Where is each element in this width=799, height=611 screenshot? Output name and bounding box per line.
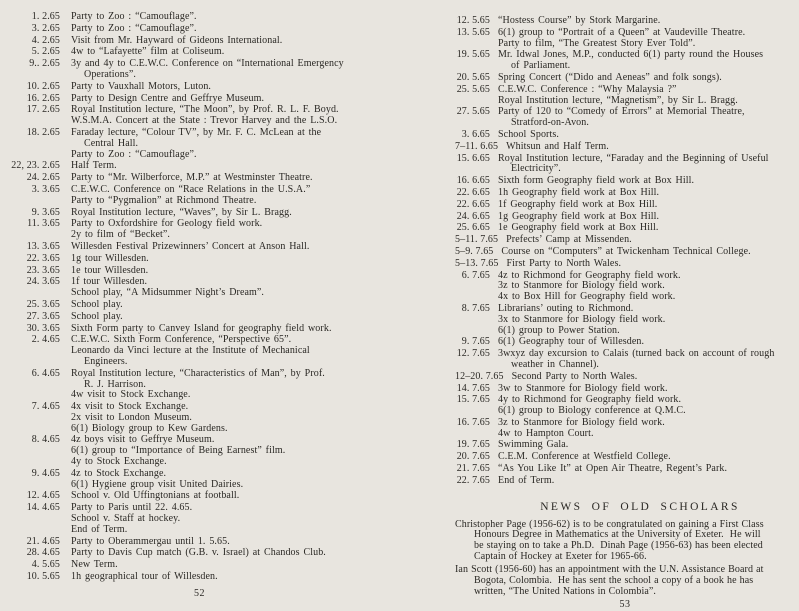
event-line: 4z to Stock Exchange.	[71, 467, 167, 479]
event-line: 4x to Box Hill for Geography field work.	[498, 291, 676, 303]
event-date: 23. 3.65	[26, 264, 60, 276]
event-entry	[8, 312, 391, 323]
event-line: 1e tour Willesden.	[71, 264, 149, 276]
right-page	[455, 16, 795, 610]
event-line: 4w to “Lafayette” film at Coliseum.	[71, 46, 225, 58]
event-line: 1h geographical tour of Willesden.	[71, 571, 218, 583]
event-description	[498, 85, 795, 107]
event-description	[71, 47, 391, 58]
event-entry	[455, 188, 795, 199]
event-date: 18. 2.65	[26, 126, 60, 138]
event-description	[71, 128, 391, 160]
event-date: 3. 3.65	[31, 183, 60, 195]
event-entry	[455, 440, 795, 451]
event-line: 1f tour Willesden.	[71, 276, 148, 288]
event-date: 5. 2.65	[31, 46, 60, 58]
event-entry	[455, 212, 795, 223]
event-line: Royal Institution lecture, “The Moon”, by Prof. R. L. F. Boyd.	[71, 104, 339, 116]
event-entry	[455, 130, 795, 141]
event-date: 14. 4.65	[26, 502, 60, 514]
event-description	[71, 503, 391, 535]
event-entry	[455, 337, 795, 348]
event-date: 16. 7.65	[456, 416, 490, 428]
event-date: 4. 5.65	[31, 559, 60, 571]
event-line: End of Term.	[71, 523, 128, 535]
event-entry	[8, 266, 391, 277]
event-description	[498, 154, 795, 176]
event-entry	[8, 161, 391, 172]
event-description	[71, 24, 391, 35]
event-date: 6. 4.65	[31, 367, 60, 379]
event-date: 13. 5.65	[456, 26, 490, 38]
event-description	[71, 369, 391, 401]
event-description	[71, 94, 391, 105]
event-line: School play, “A Midsummer Night’s Dream”.	[71, 287, 265, 299]
event-description	[498, 212, 795, 223]
event-description	[498, 452, 795, 463]
event-entry	[455, 28, 795, 50]
event-date: 24. 2.65	[26, 172, 60, 184]
event-line: 1g tour Willesden.	[71, 252, 149, 264]
event-date: 24. 6.65	[456, 210, 490, 222]
event-description	[498, 304, 795, 336]
event-entry	[455, 464, 795, 475]
event-date: 27. 3.65	[26, 310, 60, 322]
event-entry	[455, 349, 795, 371]
event-entry	[8, 572, 391, 583]
event-description	[498, 271, 795, 303]
event-entry	[455, 418, 795, 440]
event-date: 8. 7.65	[461, 302, 490, 314]
event-date: 9. 4.65	[31, 467, 60, 479]
event-date: 6. 7.65	[461, 269, 490, 281]
event-description	[71, 36, 391, 47]
event-date: 25. 5.65	[456, 83, 490, 95]
events-list-left	[8, 12, 391, 583]
event-description	[71, 277, 391, 299]
event-date: 27. 5.65	[456, 106, 490, 118]
event-line: 6(1) group to “Portrait of a Queen” at Vaudeville Theatre.	[498, 26, 746, 38]
event-line: C.E.W.C. Conference : “Why Malaysia ?”	[498, 83, 677, 95]
event-description	[71, 254, 391, 265]
event-description	[71, 469, 391, 491]
event-description	[498, 73, 795, 84]
event-line: Stratford-on-Avon.	[511, 117, 589, 129]
event-line: 3z to Stanmore for Biology field work.	[498, 416, 665, 428]
event-line: Half Term.	[71, 160, 117, 172]
event-entry	[8, 219, 391, 241]
event-entry	[8, 491, 391, 502]
event-line: Prefects’ Camp at Missenden.	[506, 234, 632, 246]
event-entry	[455, 85, 795, 107]
event-entry	[8, 503, 391, 535]
event-description	[498, 50, 795, 72]
event-date: 8. 4.65	[31, 434, 60, 446]
event-description	[71, 219, 391, 241]
event-description	[71, 59, 391, 81]
event-description	[71, 491, 391, 502]
event-entry	[8, 537, 391, 548]
event-line: 3w to Stanmore for Biology field work.	[498, 382, 668, 394]
event-line: School Sports.	[498, 128, 559, 140]
event-line: C.E.M. Conference at Westfield College.	[498, 451, 671, 463]
event-entry	[455, 235, 795, 246]
event-entry	[8, 94, 391, 105]
event-date: 16. 2.65	[26, 92, 60, 104]
event-date: 19. 7.65	[456, 439, 490, 451]
event-entry	[455, 223, 795, 234]
event-description	[71, 266, 391, 277]
event-entry	[455, 247, 795, 258]
event-date: 2. 4.65	[31, 334, 60, 346]
event-line: End of Term.	[498, 474, 555, 486]
event-date: 9.. 2.65	[29, 58, 60, 70]
event-line: 4y to Stock Exchange.	[71, 456, 167, 468]
event-date: 15. 6.65	[456, 152, 490, 164]
event-entry	[8, 36, 391, 47]
event-line: Faraday lecture, “Colour TV”, by Mr. F. C. McLean at the	[71, 126, 322, 138]
event-line: 3y and 4y to C.E.W.C. Conference on “International Emergency	[71, 58, 344, 70]
event-entry	[455, 395, 795, 417]
event-line: Second Party to North Wales.	[511, 370, 638, 382]
event-line: Whitsun and Half Term.	[506, 140, 609, 152]
event-line: Royal Institution lecture, “Faraday and the Beginning of Useful	[498, 152, 769, 164]
event-line: 6(1) Biology group to Kew Gardens.	[71, 422, 228, 434]
event-description	[512, 372, 795, 383]
event-date: 5–13. 7.65	[455, 257, 499, 269]
event-date: 20. 5.65	[456, 71, 490, 83]
event-description	[498, 16, 795, 27]
paragraph-line: written, “The United Nations in Colombia”.	[474, 585, 656, 597]
event-description	[71, 185, 391, 207]
event-description	[498, 476, 795, 487]
event-entry	[455, 304, 795, 336]
page-number-right: 53	[619, 598, 631, 610]
event-entry	[8, 242, 391, 253]
event-date: 12. 7.65	[456, 348, 490, 360]
event-entry	[8, 277, 391, 299]
event-line: New Term.	[71, 559, 118, 571]
page-number-left: 52	[194, 587, 205, 599]
event-line: 4w to Hampton Court.	[498, 427, 594, 439]
event-line: Leonardo da Vinci lecture at the Institute of Mechanical	[71, 345, 310, 357]
event-description	[71, 560, 391, 571]
event-line: Party of 120 to “Comedy of Errors” at Memorial Theatre,	[498, 106, 745, 118]
event-date: 13. 3.65	[26, 240, 60, 252]
event-line: Party to “Pygmalion” at Richmond Theatre.	[71, 194, 257, 206]
event-description	[71, 300, 391, 311]
event-line: School v. Staff at hockey.	[71, 513, 181, 525]
event-entry	[455, 384, 795, 395]
event-date: 25. 3.65	[26, 298, 60, 310]
event-line: Party to Zoo : “Camouflage”.	[71, 22, 197, 34]
event-line: 4y to Richmond for Geography field work.	[498, 394, 682, 406]
event-description	[506, 142, 795, 153]
event-entry	[455, 476, 795, 487]
event-line: 6(1) group to Biology conference at Q.M.C.	[498, 405, 686, 417]
event-line: 6(1) Hygiene group visit United Dairies.	[71, 478, 244, 490]
event-line: First Party to North Wales.	[506, 257, 622, 269]
event-description	[71, 324, 391, 335]
event-description	[507, 259, 796, 270]
event-description	[498, 349, 795, 371]
event-entry	[8, 254, 391, 265]
event-date: 21. 4.65	[26, 535, 60, 547]
event-line: “Hostess Course” by Stork Margarine.	[498, 15, 661, 26]
event-entry	[455, 372, 795, 383]
event-line: W.S.M.A. Concert at the State : Trevor Harvey and the L.S.O.	[71, 115, 338, 127]
event-date: 4. 2.65	[31, 34, 60, 46]
event-entry	[8, 185, 391, 207]
event-description	[71, 82, 391, 93]
event-date: 30. 3.65	[26, 322, 60, 334]
event-line: Mr. Idwal Jones, M.P., conducted 6(1) party round the Houses	[498, 49, 764, 61]
event-entry	[8, 369, 391, 401]
event-entry	[8, 12, 391, 23]
event-line: 3x to Stanmore for Biology field work.	[498, 313, 666, 325]
event-date: 10. 5.65	[26, 571, 60, 583]
event-description	[498, 28, 795, 50]
event-line: Willesden Festival Prizewinners’ Concert at Anson Hall.	[71, 240, 310, 252]
event-date: 22. 3.65	[26, 252, 60, 264]
event-line: 4x visit to Stock Exchange.	[71, 401, 189, 413]
event-date: 20. 7.65	[456, 451, 490, 463]
event-line: 3z to Stanmore for Biology field work.	[498, 280, 665, 292]
event-date: 15. 7.65	[456, 394, 490, 406]
event-date: 17. 2.65	[26, 104, 60, 116]
event-date: 21. 7.65	[456, 463, 490, 475]
event-line: Party to Design Centre and Geffrye Museum.	[71, 92, 265, 104]
event-description	[71, 548, 391, 559]
event-line: Engineers.	[84, 355, 128, 367]
event-line: Party to Oxfordshire for Geology field work.	[71, 218, 263, 230]
event-line: Swimming Gala.	[498, 439, 569, 451]
event-entry	[8, 435, 391, 467]
event-entry	[8, 105, 391, 127]
event-entry	[8, 402, 391, 434]
event-date: 11. 3.65	[27, 218, 60, 230]
event-description	[71, 242, 391, 253]
event-description	[498, 337, 795, 348]
paragraph-line: Honours Degree in Mathematics at the University of Exeter. He will	[474, 529, 761, 541]
event-date: 22. 6.65	[456, 198, 490, 210]
event-entry	[8, 324, 391, 335]
event-description	[71, 435, 391, 467]
event-line: School play.	[71, 298, 123, 310]
event-entry	[455, 73, 795, 84]
event-line: Sixth Form party to Canvey Island for geography field work.	[71, 322, 332, 334]
event-line: Sixth form Geography field work at Box Hill.	[498, 175, 695, 187]
event-entry	[8, 173, 391, 184]
paragraph-line: Bogota, Colombia. He has sent the school a copy of a book he has	[474, 575, 754, 587]
event-entry	[455, 16, 795, 27]
event-date: 19. 5.65	[456, 49, 490, 61]
event-line: C.E.W.C. Conference on “Race Relations in the U.S.A.”	[71, 183, 311, 195]
event-entry	[8, 335, 391, 367]
event-date: 7–11. 6.65	[455, 140, 499, 152]
old-scholar-paragraph	[455, 565, 795, 597]
event-line: Central Hall.	[84, 137, 139, 149]
event-date: 9. 3.65	[31, 206, 60, 218]
event-description	[71, 402, 391, 434]
old-scholar-paragraph	[455, 520, 795, 563]
event-line: 4w visit to Stock Exchange.	[71, 389, 191, 401]
event-description	[498, 384, 795, 395]
event-date: 10. 2.65	[26, 80, 60, 92]
event-date: 12. 5.65	[456, 15, 490, 26]
event-line: Royal Institution lecture, “Magnetism”, by Sir L. Bragg.	[498, 94, 738, 106]
event-line: 1f Geography field work at Box Hill.	[498, 198, 658, 210]
event-description	[498, 200, 795, 211]
event-date: 3. 6.65	[461, 128, 490, 140]
event-line: 1e Geography field work at Box Hill.	[498, 222, 659, 234]
event-line: Party to Zoo : “Camouflage”.	[71, 11, 197, 22]
event-date: 25. 6.65	[456, 222, 490, 234]
event-description	[498, 176, 795, 187]
event-line: School play.	[71, 310, 123, 322]
event-date: 12–20. 7.65	[455, 370, 504, 382]
event-description	[501, 247, 795, 258]
event-date: 1. 2.65	[31, 11, 60, 22]
event-date: 16. 6.65	[456, 175, 490, 187]
event-description	[71, 572, 391, 583]
event-line: Party to Davis Cup match (G.B. v. Israel) at Chandos Club.	[71, 547, 326, 559]
event-description	[71, 335, 391, 367]
event-description	[506, 235, 795, 246]
event-description	[71, 161, 391, 172]
event-description	[71, 312, 391, 323]
event-entry	[8, 128, 391, 160]
event-entry	[8, 82, 391, 93]
event-description	[498, 188, 795, 199]
event-line: C.E.W.C. Sixth Form Conference, “Perspective 65”.	[71, 334, 292, 346]
event-entry	[8, 548, 391, 559]
event-date: 14. 7.65	[456, 382, 490, 394]
event-line: 4z to Richmond for Geography field work.	[498, 269, 681, 281]
event-entry	[455, 176, 795, 187]
event-entry	[455, 259, 795, 270]
event-line: Royal Institution lecture, “Characteristics of Man”, by Prof.	[71, 367, 325, 379]
event-entry	[455, 452, 795, 463]
event-line: Party to Paris until 22. 4.65.	[71, 502, 193, 514]
event-date: 3. 2.65	[31, 22, 60, 34]
event-description	[71, 105, 391, 127]
event-line: Royal Institution lecture, “Waves”, by Sir L. Bragg.	[71, 206, 292, 218]
section-heading: NEWS OF OLD SCHOLARS	[540, 500, 740, 513]
old-scholars-paragraphs	[455, 520, 795, 598]
event-entry	[455, 200, 795, 211]
event-line: 6(1) Geography tour of Willesden.	[498, 336, 645, 348]
event-entry	[8, 59, 391, 81]
events-list-right	[455, 16, 795, 487]
event-line: weather in Channel).	[511, 358, 599, 370]
event-entry	[8, 469, 391, 491]
event-date: 7. 4.65	[31, 401, 60, 413]
event-line: R. J. Harrison.	[84, 378, 146, 390]
event-entry	[8, 24, 391, 35]
left-page	[8, 12, 391, 599]
event-line: 1g Geography field work at Box Hill.	[498, 210, 660, 222]
event-line: 2y to film of “Becket”.	[71, 229, 171, 241]
event-date: 22. 7.65	[456, 474, 490, 486]
event-line: Party to Zoo : “Camouflage”.	[71, 148, 197, 160]
event-description	[498, 440, 795, 451]
event-date: 9. 7.65	[461, 336, 490, 348]
event-description	[71, 173, 391, 184]
event-description	[71, 537, 391, 548]
paragraph-line: Captain of Hockey at Exeter for 1965-66.	[474, 550, 647, 562]
event-entry	[455, 271, 795, 303]
event-line: 6(1) group to Power Station.	[498, 324, 620, 336]
event-entry	[8, 300, 391, 311]
event-entry	[455, 154, 795, 176]
event-line: 2x visit to London Museum.	[71, 411, 193, 423]
event-date: 22. 6.65	[456, 186, 490, 198]
event-line: 3wxyz day excursion to Calais (turned back on account of rough	[498, 348, 775, 360]
event-entry	[8, 47, 391, 58]
event-date: 28. 4.65	[26, 547, 60, 559]
event-line: Electricity”.	[511, 163, 561, 175]
event-line: Party to film, “The Greatest Story Ever Told”.	[498, 37, 696, 49]
event-line: Operations”.	[84, 68, 137, 80]
event-line: Party to Oberammergau until 1. 5.65.	[71, 535, 230, 547]
event-line: Visit from Mr. Hayward of Gideons International.	[71, 34, 283, 46]
event-line: Party to Vauxhall Motors, Luton.	[71, 80, 212, 92]
event-date: 5–11. 7.65	[455, 234, 499, 246]
event-description	[498, 130, 795, 141]
event-entry	[8, 208, 391, 219]
event-description	[498, 464, 795, 475]
event-description	[71, 12, 391, 23]
event-entry	[455, 50, 795, 72]
event-description	[71, 208, 391, 219]
event-entry	[455, 142, 795, 153]
event-date: 22, 23. 2.65	[11, 160, 60, 172]
event-description	[498, 395, 795, 417]
event-description	[498, 107, 795, 129]
event-description	[498, 418, 795, 440]
event-line: Librarians’ outing to Richmond.	[498, 302, 634, 314]
event-line: Spring Concert (“Dido and Aeneas” and folk songs).	[498, 71, 722, 83]
event-entry	[455, 107, 795, 129]
event-line: 4z boys visit to Geffrye Museum.	[71, 434, 215, 446]
event-date: 12. 4.65	[26, 490, 60, 502]
paragraph-line: Christopher Page (1956-62) is to be congratulated on gaining a First Class	[455, 518, 764, 530]
event-line: 6(1) group to “Importance of Being Earnest” film.	[71, 445, 286, 457]
event-line: Course on “Computers” at Twickenham Technical College.	[501, 245, 751, 257]
event-date: 24. 3.65	[26, 276, 60, 288]
paragraph-line: Ian Scott (1956-60) has an appointment with the U.N. Assistance Board at	[455, 564, 764, 576]
event-line: School v. Old Uffingtonians at football.	[71, 490, 240, 502]
event-description	[498, 223, 795, 234]
event-line: of Parliament.	[511, 60, 571, 72]
event-entry	[8, 560, 391, 571]
event-line: “As You Like It” at Open Air Theatre, Regent’s Park.	[498, 463, 728, 475]
event-line: 1h Geography field work at Box Hill.	[498, 186, 660, 198]
event-date: 5–9. 7.65	[455, 245, 494, 257]
paragraph-line: be staying on to take a Ph.D. Dinah Page (1956-63) has been elected	[474, 540, 763, 552]
event-line: Party to “Mr. Wilberforce, M.P.” at Westminster Theatre.	[71, 172, 313, 184]
